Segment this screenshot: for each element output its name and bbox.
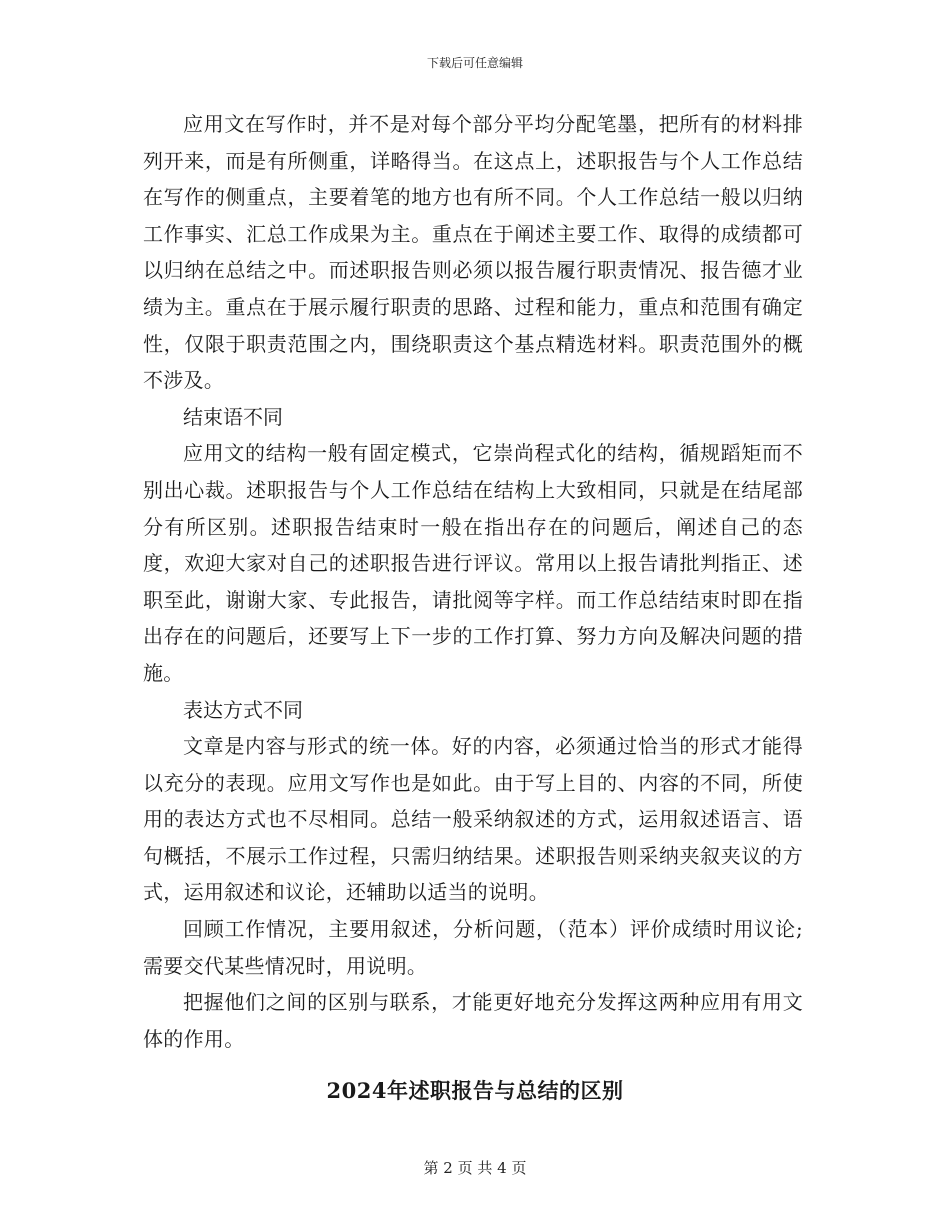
page-number: 第 2 页 共 4 页 <box>423 1159 527 1177</box>
paragraph-focus: 应用文在写作时，并不是对每个部分平均分配笔墨，把所有的材料排列开来，而是有所侧重，详略得当。在这点上，述职报告与个人工作总结在写作的侧重点，主要着笔的地方也有所不同。个人工作总结一般以归纳工作事实、汇总工作成果为主。重点在于阐述主要工作、取得的成绩都可以归纳在总结之中。而述职报告则必须以报告履行职责情况、报告德才业绩为主。重点在于展示履行职责的思路、过程和能力，重点和范围有确定性，仅限于职责范围之内，围绕职责这个基点精选材料。职责范围外的概不涉及。 <box>143 112 803 393</box>
paragraph-conclusion: 把握他们之间的区别与联系，才能更好地充分发挥这两种应用有用文体的作用。 <box>143 990 803 1051</box>
paragraph-structure: 应用文的结构一般有固定模式，它崇尚程式化的结构，循规蹈矩而不别出心裁。述职报告与个人工作总结在结构上大致相同，只就是在结尾部分有所区别。述职报告结束时一般在指出存在的问题后，阐述自己的态度，欢迎大家对自己的述职报告进行评议。常用以上报告请批判指正、述职至此，谢谢大家、专此报告，请批阅等字样。而工作总结结束时即在指出存在的问题后，还要写上下一步的工作打算、努力方向及解决问题的措施。 <box>143 441 803 685</box>
section-heading-expression: 表达方式不同 <box>183 697 303 722</box>
paragraph-expression: 文章是内容与形式的统一体。好的内容，必须通过恰当的形式才能得以充分的表现。应用文写作也是如此。由于写上目的、内容的不同，所使用的表达方式也不尽相同。总结一般采纳叙述的方式，运用叙述语言、语句概括，不展示工作过程，只需归纳结果。述职报告则采纳夹叙夹议的方式，运用叙述和议论，还辅助以适当的说明。 <box>143 734 803 905</box>
header-note: 下载后可任意编辑 <box>426 56 523 70</box>
document-body <box>143 106 803 1057</box>
section-heading-ending: 结束语不同 <box>183 404 283 429</box>
document-title: 2024年述职报告与总结的区别 <box>326 1078 624 1103</box>
paragraph-review: 回顾工作情况，主要用叙述，分析问题，（范本）评价成绩时用议论;需要交代某些情况时，用说明。 <box>143 917 803 978</box>
